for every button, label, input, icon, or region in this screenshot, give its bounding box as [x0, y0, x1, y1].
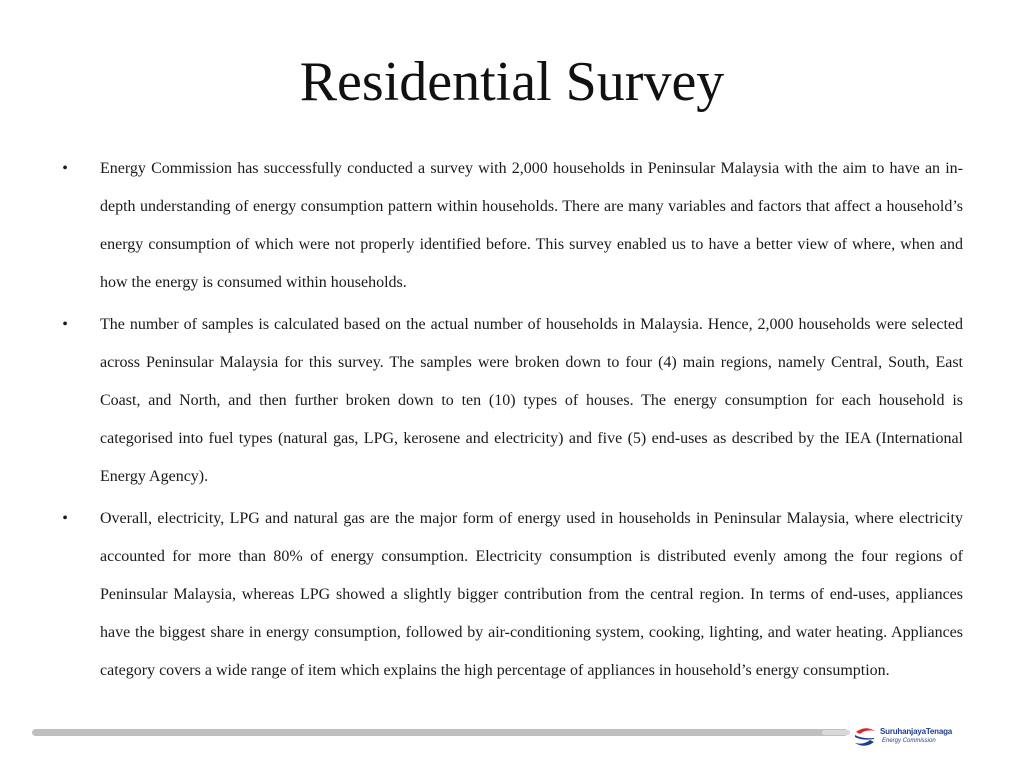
footer-divider-bar [32, 729, 848, 736]
bullet-text: The number of samples is calculated based on the actual number of households in Malaysia. Hence, 2,000 households were selected across Peninsular Malaysia for this survey. The samples were broken down to four (4) main regions, namely Central, South, East Coast, and North, and then further broken down to ten (10) types of houses. The energy consumption for each household is categorised into fuel types (natural gas, LPG, kerosene and electricity) and five (5) end-uses as described by the IEA (International Energy Agency). [100, 316, 963, 485]
logo-name: SuruhanjayaTenaga [880, 727, 953, 736]
bullet-icon: • [62, 510, 68, 527]
bullet-list [58, 150, 963, 694]
logo-subtitle: Energy Commission [882, 738, 936, 744]
bullet-text: Energy Commission has successfully conducted a survey with 2,000 households in Peninsular Malaysia with the aim to have an in-depth understanding of energy consumption pattern within households. There are many variables and factors that affect a household’s energy consumption of which were not properly identified before. This survey enabled us to have a better view of where, when and how the energy is consumed within households. [100, 160, 963, 291]
energy-commission-logo [852, 724, 972, 752]
energy-commission-logo-icon [852, 726, 878, 748]
bullet-item [58, 150, 963, 302]
bullet-icon: • [62, 316, 68, 333]
bullet-item [58, 306, 963, 496]
bullet-text: Overall, electricity, LPG and natural gas are the major form of energy used in households in Peninsular Malaysia, where electricity accounted for more than 80% of energy consumption. Electricity consumption is distributed evenly among the four regions of Peninsular Malaysia, whereas LPG showed a slightly bigger contribution from the central region. In terms of end-uses, appliances have the biggest share in energy consumption, followed by air-conditioning system, cooking, lighting, and water heating. Appliances category covers a wide range of item which explains the high percentage of appliances in household’s energy consumption. [100, 510, 963, 679]
footer-divider-cap [822, 730, 850, 735]
bullet-icon: • [62, 160, 68, 177]
bullet-item [58, 500, 963, 690]
slide-title: Residential Survey [299, 51, 725, 113]
